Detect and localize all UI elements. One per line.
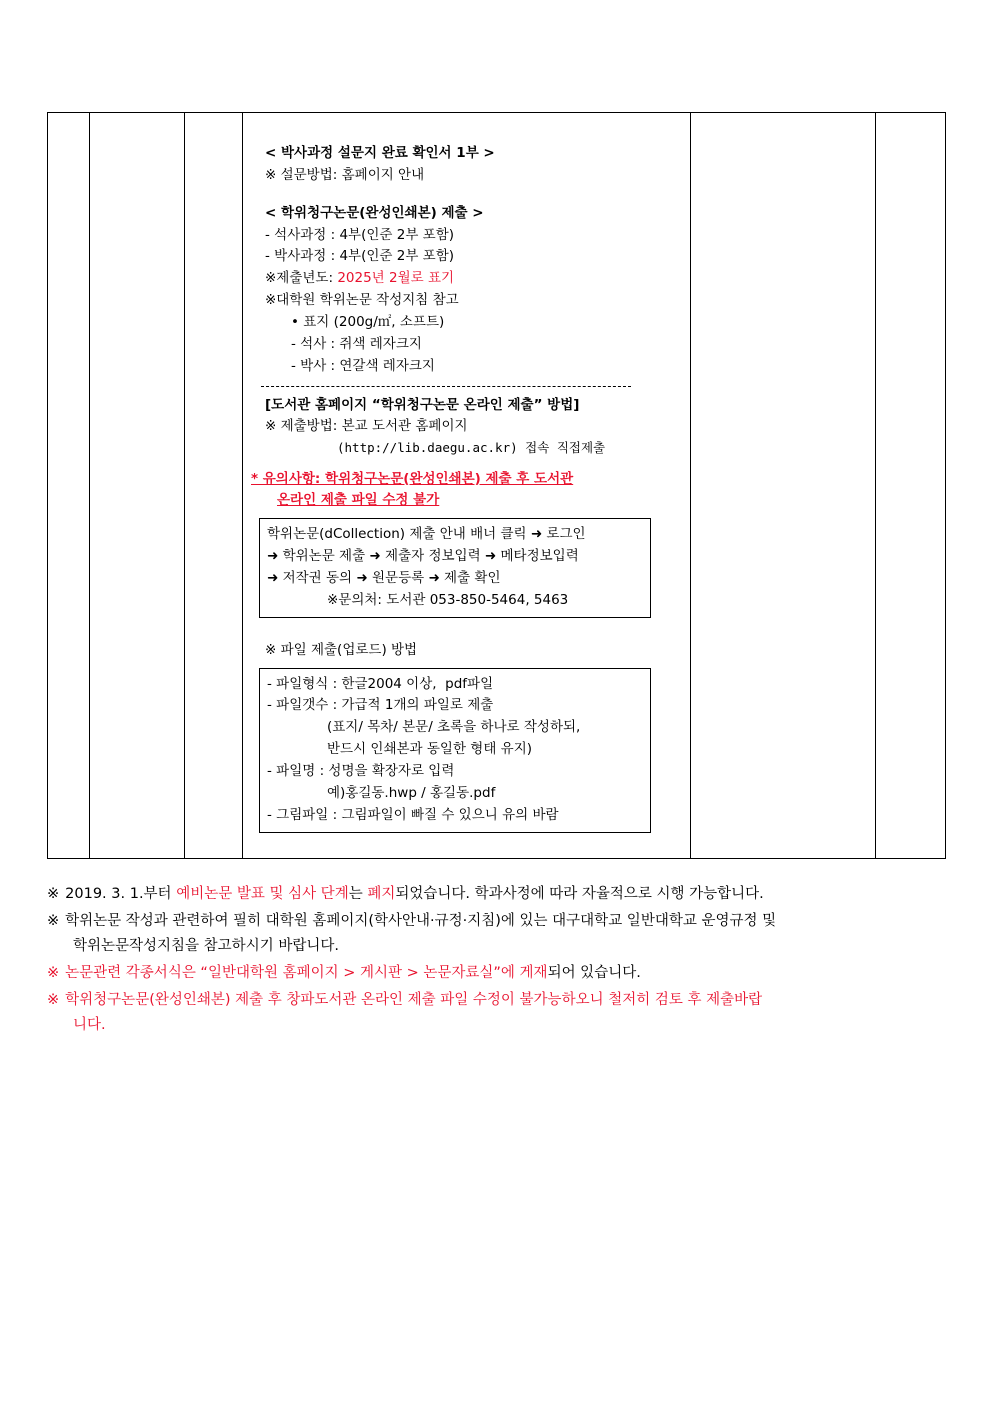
note-4-continuation: 니다. bbox=[73, 1016, 106, 1033]
library-online-title: [도서관 홈페이지 “학위청구논문 온라인 제출” 방법] bbox=[265, 396, 580, 413]
doctoral-cover-color: - 박사 : 연갈색 레자크지 bbox=[291, 357, 435, 374]
note-4 bbox=[47, 988, 952, 1038]
cover-spec: • 표지 (200g/㎡, 소프트) bbox=[291, 314, 445, 331]
file-rules-box bbox=[259, 668, 651, 833]
file-name-example: 예)홍길동.hwp / 홍길동.pdf bbox=[327, 784, 496, 801]
guideline-reference: ※대학원 학위논문 작성지침 참고 bbox=[265, 292, 459, 309]
note-1-part-3: 는 bbox=[348, 886, 368, 902]
note-2 bbox=[47, 909, 952, 959]
note-1-part-2: 예비논문 발표 및 심사 단계 bbox=[176, 886, 349, 902]
masters-copies: - 석사과정 : 4부(인준 2부 포함) bbox=[265, 226, 454, 243]
section-survey bbox=[251, 143, 682, 187]
library-submit-method: ※ 제출방법: 본교 도서관 홈페이지 bbox=[265, 418, 468, 435]
caution-line-1: * 유의사항: 학위청구논문(완성인쇄본) 제출 후 도서관 bbox=[251, 470, 574, 487]
note-1-part-5: 되었습니다. 학과사정에 따라 자율적으로 시행 가능합니다. bbox=[395, 886, 764, 902]
note-3 bbox=[47, 961, 952, 986]
section-library-online bbox=[251, 395, 682, 513]
dcollection-step-1: 학위논문(dCollection) 제출 안내 배너 클릭 ➜ 로그인 bbox=[267, 526, 586, 543]
table-cell-col2 bbox=[90, 113, 185, 859]
dcollection-contact: ※문의처: 도서관 053-850-5464, 5463 bbox=[327, 591, 569, 608]
submission-year-value: 2025년 2월로 표기 bbox=[337, 270, 455, 287]
note-mark: ※ bbox=[47, 912, 60, 929]
note-1 bbox=[47, 882, 952, 907]
requirements-table bbox=[47, 112, 946, 859]
note-mark: ※ bbox=[47, 886, 60, 902]
dcollection-steps-box bbox=[259, 518, 651, 617]
section-divider bbox=[261, 386, 631, 387]
submission-year-label: ※제출년도: bbox=[265, 270, 338, 287]
survey-method: ※ 설문방법: 홈페이지 안내 bbox=[265, 166, 425, 183]
note-4-part-1: 학위청구논문(완성인쇄본) 제출 후 창파도서관 온라인 제출 파일 수정이 불가능하오니 철저히 검토 후 제출바랍 bbox=[65, 991, 763, 1008]
file-count: - 파일갯수 : 가급적 1개의 파일로 제출 bbox=[267, 697, 494, 714]
table-cell-col5 bbox=[691, 113, 876, 859]
image-file-note: - 그림파일 : 그림파일이 빠질 수 있으니 유의 바람 bbox=[267, 806, 559, 823]
submission-instructions bbox=[243, 113, 690, 857]
upload-method-title: ※ 파일 제출(업로드) 방법 bbox=[265, 641, 418, 658]
table-cell-col6 bbox=[876, 113, 946, 859]
section-thesis-submission bbox=[251, 203, 682, 378]
table-cell-col1 bbox=[48, 113, 90, 859]
file-count-detail-2: 반드시 인쇄본과 동일한 형태 유지) bbox=[327, 741, 533, 758]
survey-title: < 박사과정 설문지 완료 확인서 1부 > bbox=[265, 145, 495, 161]
note-mark: ※ bbox=[47, 964, 60, 981]
thesis-title: < 학위청구논문(완성인쇄본) 제출 > bbox=[265, 204, 484, 221]
file-count-detail-1: (표지/ 목차/ 본문/ 초록을 하나로 작성하되, bbox=[327, 719, 581, 736]
caution-line-2: 온라인 제출 파일 수정 불가 bbox=[277, 492, 440, 509]
table-cell-content bbox=[243, 113, 691, 859]
note-3-part-2: 되어 있습니다. bbox=[547, 964, 641, 981]
note-3-part-1: 논문관련 각종서식은 “일반대학원 홈페이지 > 게시판 > 논문자료실”에 게재 bbox=[65, 964, 548, 981]
note-2-part-1: 학위논문 작성과 관련하여 필히 대학원 홈페이지(학사안내·규정·지침)에 있는 대구대학교 일반대학교 운영규정 및 bbox=[65, 912, 777, 929]
note-1-part-4: 폐지 bbox=[367, 886, 396, 902]
dcollection-step-2: ➜ 학위논문 제출 ➜ 제출자 정보입력 ➜ 메타정보입력 bbox=[267, 548, 579, 565]
doctoral-copies: - 박사과정 : 4부(인준 2부 포함) bbox=[265, 248, 454, 265]
table-cell-col3 bbox=[185, 113, 243, 859]
dcollection-step-3: ➜ 저작권 동의 ➜ 원문등록 ➜ 제출 확인 bbox=[267, 570, 501, 586]
library-url: (http://lib.daegu.ac.kr) 접속 직접제출 bbox=[337, 440, 606, 456]
submission-year-line bbox=[251, 268, 682, 290]
file-name-rule: - 파일명 : 성명을 확장자로 입력 bbox=[267, 763, 455, 780]
masters-cover-color: - 석사 : 쥐색 레자크지 bbox=[291, 335, 422, 352]
note-2-continuation: 학위논문작성지침을 참고하시기 바랍니다. bbox=[73, 937, 339, 954]
note-1-part-1: 2019. 3. 1.부터 bbox=[65, 886, 177, 902]
note-mark: ※ bbox=[47, 991, 60, 1008]
footer-notes bbox=[47, 882, 952, 1040]
file-format: - 파일형식 : 한글2004 이상, pdf파일 bbox=[267, 675, 494, 692]
table-row bbox=[48, 113, 946, 859]
